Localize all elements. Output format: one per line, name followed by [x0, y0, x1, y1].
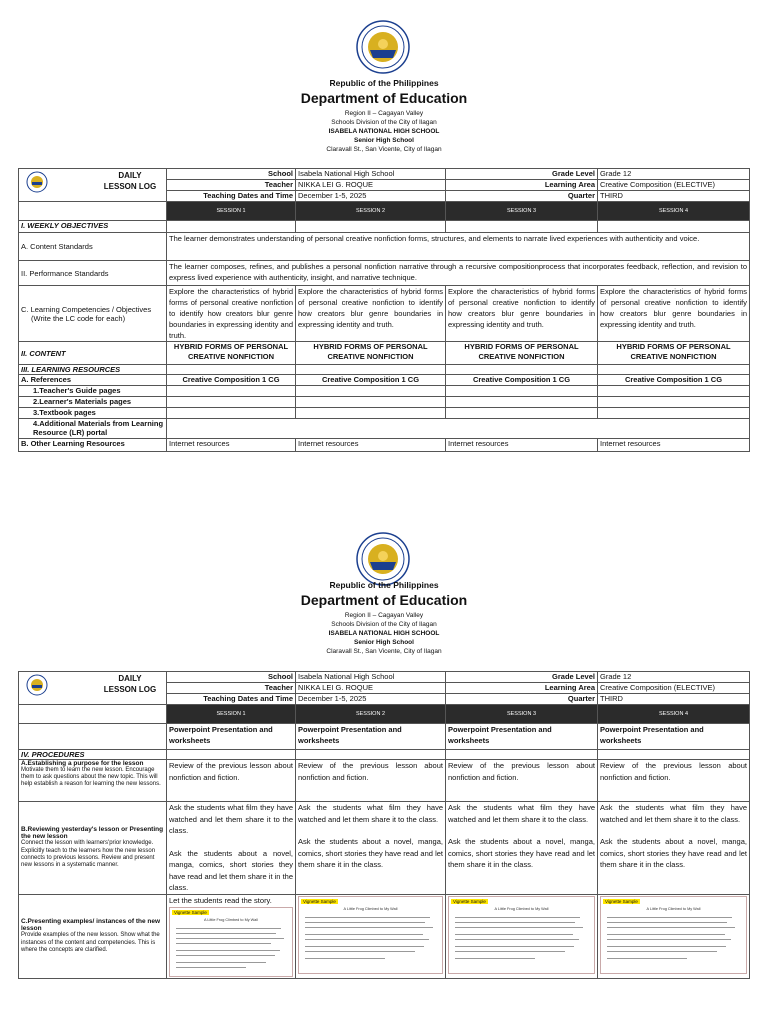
- vignette-title: A Little Frog Climbed to My Wall: [204, 918, 258, 922]
- quarter-value: THIRD: [598, 191, 750, 202]
- vignette-thumbnail: [169, 907, 293, 977]
- empty-cell: [296, 386, 446, 397]
- quarter-label: Quarter: [446, 191, 598, 202]
- empty-cell: [167, 419, 750, 439]
- region-line: Region II – Cagayan Valley: [344, 612, 424, 619]
- content-session-3: HYBRID FORMS OF PERSONAL CREATIVE NONFICTION: [446, 342, 598, 365]
- dll-title-line2: LESSON LOG: [103, 182, 157, 191]
- empty-cell: [296, 408, 446, 419]
- competency-session-1: Explore the characteristics of hybrid forms of personal creative nonfiction to identify how creators blur genre boundaries in expressing identity and truth.: [167, 286, 296, 342]
- empty-cell: [296, 397, 446, 408]
- procedure-b-session-1: [167, 802, 296, 895]
- empty-cell: [598, 221, 750, 233]
- procedure-b-text-2: Ask the students about a novel, manga, comics, short stories they have read and let them share it in the class.: [448, 837, 595, 869]
- document-page-2: [0, 515, 768, 1024]
- performance-standards-text: The learner composes, refines, and publishes a personal nonfiction narrative through a recursive compositionprocess that incorporates feedback, reflection, and revision to express lived experience with authenticity, insight, and narrative technique.: [167, 261, 750, 286]
- procedure-b-desc: Connect the lesson with learners'prior knowledge. Explicitly teach to the learners how the new lesson connects to previous lessons. Review and present new lessons in a systematic manner.: [21, 840, 156, 868]
- performance-standards-label: II. Performance Standards: [19, 261, 167, 286]
- empty-cell: [296, 750, 446, 760]
- area-value: Creative Composition (ELECTIVE): [598, 683, 750, 694]
- content-session-2: HYBRID FORMS OF PERSONAL CREATIVE NONFICTION: [296, 342, 446, 365]
- references-session-2: Creative Composition 1 CG: [296, 375, 446, 386]
- grade-value: Grade 12: [598, 672, 750, 683]
- deped-seal-icon: [26, 171, 48, 193]
- session-3-header: SESSION 3: [446, 705, 598, 724]
- lesson-log-table-1: [18, 168, 750, 452]
- document-page-1: [0, 0, 768, 500]
- competency-session-2: Explore the characteristics of hybrid forms of personal creative nonfiction to identify how creators blur genre boundaries in expressing identity and truth.: [296, 286, 446, 342]
- content-heading: II. CONTENT: [19, 342, 167, 365]
- procedures-heading: IV. PROCEDURES: [19, 750, 167, 760]
- header-sub: [0, 611, 768, 656]
- procedure-b-session-4: [598, 802, 750, 895]
- session-header-blank: [19, 705, 167, 724]
- vignette-tag: Vignette Sample: [174, 910, 207, 915]
- school-label: School: [167, 672, 296, 683]
- grade-value: Grade 12: [598, 169, 750, 180]
- procedure-c-title: C.Presenting examples/ instances of the new lesson: [21, 918, 161, 933]
- empty-cell: [598, 750, 750, 760]
- competency-session-4: Explore the characteristics of hybrid forms of personal creative nonfiction to identify how creators blur genre boundaries in expressing identity and truth.: [598, 286, 750, 342]
- header-sub: [0, 109, 768, 154]
- vignette-tag: Vignette Sample: [453, 898, 486, 904]
- division-line: Schools Division of the City of Ilagan: [331, 119, 437, 126]
- procedure-a-session-3: Review of the previous lesson about nonfiction and fiction.: [446, 760, 598, 802]
- quarter-label: Quarter: [446, 694, 598, 705]
- procedure-a-session-1: Review of the previous lesson about nonfiction and fiction.: [167, 760, 296, 802]
- area-label: Learning Area: [446, 683, 598, 694]
- empty-cell: [167, 750, 296, 760]
- department-title: Department of Education: [300, 90, 468, 106]
- procedure-c-session-2: [296, 894, 446, 979]
- empty-cell: [446, 750, 598, 760]
- level-line: Senior High School: [354, 137, 414, 144]
- school-line: ISABELA NATIONAL HIGH SCHOOL: [328, 128, 440, 135]
- region-line: Region II – Cagayan Valley: [344, 110, 424, 117]
- other-resources-label: B. Other Learning Resources: [19, 439, 167, 452]
- competency-session-3: Explore the characteristics of hybrid forms of personal creative nonfiction to identify how creators blur genre boundaries in expressing identity and truth.: [446, 286, 598, 342]
- empty-cell: [598, 397, 750, 408]
- procedure-c-desc: Provide examples of the new lesson. Show what the instances of the content and competencies. This is where the concepts are clarified.: [21, 932, 160, 953]
- textbook-label: 3.Textbook pages: [19, 408, 167, 419]
- dll-title-line1: DAILY: [118, 171, 142, 180]
- school-line: ISABELA NATIONAL HIGH SCHOOL: [328, 630, 440, 637]
- competencies-title: C. Learning Competencies / Objectives: [21, 304, 152, 314]
- procedure-b-session-2: [296, 802, 446, 895]
- procedure-c-label: [19, 894, 167, 979]
- empty-cell: [167, 221, 296, 233]
- empty-cell: [446, 365, 598, 375]
- procedure-a-title: A.Establishing a purpose for the lesson: [21, 760, 144, 767]
- session-4-header: SESSION 4: [598, 705, 750, 724]
- vignette-title: A Little Frog Climbed to My Wall: [494, 906, 549, 911]
- vignette-thumbnail: [600, 896, 747, 974]
- empty-cell: [19, 724, 167, 750]
- session-1-header: SESSION 1: [167, 705, 296, 724]
- procedure-b-text-1: Ask the students what film they have watched and let them share it to the class.: [169, 803, 293, 835]
- procedure-a-session-4: Review of the previous lesson about nonfiction and fiction.: [598, 760, 750, 802]
- competencies-label: [19, 286, 167, 342]
- competencies-sub: (Write the LC code for each): [31, 313, 126, 323]
- references-session-1: Creative Composition 1 CG: [167, 375, 296, 386]
- procedure-b-title: B.Reviewing yesterday's lesson or Presenting the new lesson: [21, 826, 164, 841]
- materials-session-1: Powerpoint Presentation and worksheets: [167, 724, 296, 750]
- empty-cell: [446, 221, 598, 233]
- address-line: Claravall St., San Vicente, City of Ilagan: [326, 146, 442, 153]
- weekly-objectives-heading: I. WEEKLY OBJECTIVES: [19, 221, 167, 233]
- deped-seal-icon: [356, 532, 410, 586]
- procedure-c-session-1: [167, 894, 296, 979]
- school-value: Isabela National High School: [296, 672, 446, 683]
- teacher-label: Teacher: [167, 180, 296, 191]
- other-session-4: Internet resources: [598, 439, 750, 452]
- empty-cell: [598, 408, 750, 419]
- vignette-title: A Little Frog Climbed to My Wall: [343, 906, 398, 911]
- republic-line: Republic of the Philippines: [329, 580, 439, 590]
- other-session-1: Internet resources: [167, 439, 296, 452]
- dates-value: December 1-5, 2025: [296, 694, 446, 705]
- procedure-c-intro: Let the students read the story.: [169, 895, 272, 905]
- learners-materials-label: 2.Learner's Materials pages: [19, 397, 167, 408]
- empty-cell: [167, 397, 296, 408]
- content-standards-text: The learner demonstrates understanding of personal creative nonfiction forms, structures, and elements to narrate lived experiences with authenticity and voice.: [167, 233, 750, 261]
- other-session-3: Internet resources: [446, 439, 598, 452]
- dates-label: Teaching Dates and Time: [167, 694, 296, 705]
- content-session-4: HYBRID FORMS OF PERSONAL CREATIVE NONFICTION: [598, 342, 750, 365]
- dll-title-line2: LESSON LOG: [103, 685, 157, 694]
- session-4-header: SESSION 4: [598, 202, 750, 221]
- empty-cell: [296, 365, 446, 375]
- session-3-header: SESSION 3: [446, 202, 598, 221]
- empty-cell: [446, 408, 598, 419]
- procedure-c-session-4: [598, 894, 750, 979]
- dll-title: [99, 673, 161, 695]
- procedure-c-session-3: [446, 894, 598, 979]
- empty-cell: [167, 365, 296, 375]
- procedure-b-text-2: Ask the students about a novel, manga, comics, short stories they have read and let them share it in the class.: [169, 848, 293, 892]
- empty-cell: [446, 397, 598, 408]
- materials-session-3: Powerpoint Presentation and worksheets: [446, 724, 598, 750]
- empty-cell: [598, 386, 750, 397]
- references-session-3: Creative Composition 1 CG: [446, 375, 598, 386]
- session-2-header: SESSION 2: [296, 202, 446, 221]
- empty-cell: [446, 386, 598, 397]
- empty-cell: [598, 365, 750, 375]
- school-label: School: [167, 169, 296, 180]
- teacher-value: NIKKA LEI G. ROQUE: [296, 683, 446, 694]
- dll-title: [99, 170, 161, 192]
- address-line: Claravall St., San Vicente, City of Ilagan: [326, 648, 442, 655]
- vignette-thumbnail: [448, 896, 595, 974]
- procedure-b-text-1: Ask the students what film they have watched and let them share it to the class.: [448, 803, 595, 824]
- deped-seal-icon: [26, 674, 48, 696]
- division-line: Schools Division of the City of Ilagan: [331, 621, 437, 628]
- content-session-1: HYBRID FORMS OF PERSONAL CREATIVE NONFICTION: [167, 342, 296, 365]
- quarter-value: THIRD: [598, 694, 750, 705]
- teacher-label: Teacher: [167, 683, 296, 694]
- references-session-4: Creative Composition 1 CG: [598, 375, 750, 386]
- procedure-a-label: [19, 760, 167, 802]
- dll-title-cell: [19, 672, 167, 705]
- procedure-a-desc: Motivate them to learn the new lesson. Encourage them to ask questions about the new topic. This will help establish a reason for learning the new lessons.: [21, 767, 161, 788]
- area-value: Creative Composition (ELECTIVE): [598, 180, 750, 191]
- vignette-tag: Vignette Sample: [605, 898, 638, 904]
- republic-line: Republic of the Philippines: [329, 78, 439, 88]
- empty-cell: [296, 221, 446, 233]
- procedure-b-label: [19, 802, 167, 895]
- empty-cell: [167, 386, 296, 397]
- vignette-title: A Little Frog Climbed to My Wall: [646, 906, 701, 911]
- grade-label: Grade Level: [446, 169, 598, 180]
- dates-value: December 1-5, 2025: [296, 191, 446, 202]
- deped-seal-icon: [356, 20, 410, 74]
- procedure-b-text-1: Ask the students what film they have watched and let them share it to the class.: [600, 803, 747, 824]
- session-1-header: SESSION 1: [167, 202, 296, 221]
- area-label: Learning Area: [446, 180, 598, 191]
- lesson-log-table-2: [18, 671, 750, 979]
- teachers-guide-label: 1.Teacher's Guide pages: [19, 386, 167, 397]
- procedure-b-session-3: [446, 802, 598, 895]
- learning-resources-heading: III. LEARNING RESOURCES: [19, 365, 167, 375]
- content-standards-label: A. Content Standards: [19, 233, 167, 261]
- school-value: Isabela National High School: [296, 169, 446, 180]
- empty-cell: [167, 408, 296, 419]
- procedure-b-text-2: Ask the students about a novel, manga, comics, short stories they have read and let them share it in the class.: [600, 837, 747, 869]
- other-session-2: Internet resources: [296, 439, 446, 452]
- vignette-thumbnail: [298, 896, 443, 974]
- lr-portal-label: 4.Additional Materials from Learning Resource (LR) portal: [19, 419, 167, 439]
- references-label: A. References: [19, 375, 167, 386]
- materials-session-4: Powerpoint Presentation and worksheets: [598, 724, 750, 750]
- dll-title-cell: [19, 169, 167, 202]
- level-line: Senior High School: [354, 639, 414, 646]
- procedure-a-session-2: Review of the previous lesson about nonfiction and fiction.: [296, 760, 446, 802]
- vignette-tag: Vignette Sample: [303, 898, 336, 904]
- session-2-header: SESSION 2: [296, 705, 446, 724]
- dll-title-line1: DAILY: [118, 674, 142, 683]
- grade-label: Grade Level: [446, 672, 598, 683]
- session-header-blank: [19, 202, 167, 221]
- procedure-b-text-2: Ask the students about a novel, manga, comics, short stories they have read and let them share it in the class.: [298, 837, 443, 869]
- materials-session-2: Powerpoint Presentation and worksheets: [296, 724, 446, 750]
- dates-label: Teaching Dates and Time: [167, 191, 296, 202]
- procedure-b-text-1: Ask the students what film they have watched and let them share it to the class.: [298, 803, 443, 824]
- department-title: Department of Education: [300, 592, 468, 608]
- teacher-value: NIKKA LEI G. ROQUE: [296, 180, 446, 191]
